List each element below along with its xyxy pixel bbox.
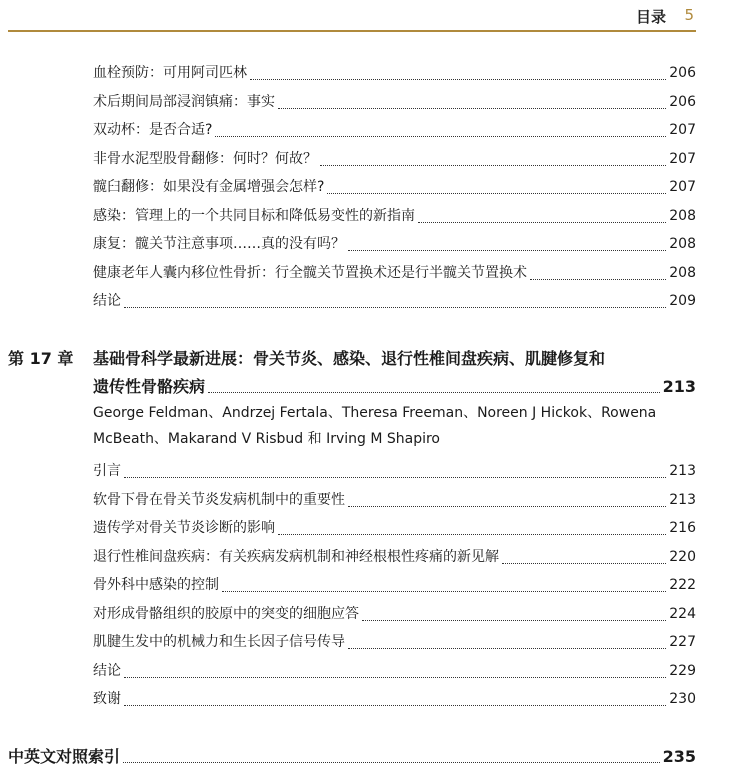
toc-entry[interactable] [93,176,696,198]
chapter-title-line2[interactable] [93,374,696,397]
toc-entry[interactable] [93,574,696,596]
toc-entry-page: 220 [669,549,696,565]
toc-entry-page: 227 [669,634,696,650]
chapter-page: 213 [662,377,696,396]
leader-dots [418,222,666,223]
toc-entry-page: 207 [669,122,696,138]
toc-entry-title: 结论 [93,293,121,309]
toc-entry-page: 206 [669,65,696,81]
leader-dots [215,136,666,137]
chapter-number: 第 17 章 [8,349,74,368]
toc-entry-title: 软骨下骨在骨关节炎发病机制中的重要性 [93,492,345,508]
index-entry[interactable] [8,744,696,767]
toc-entry-page: 230 [669,691,696,707]
chapter-title-text: 遗传性骨骼疾病 [93,377,206,396]
leader-dots [327,193,666,194]
index-entry-title: 中英文对照索引 [8,747,121,766]
toc-entry-page: 229 [669,663,696,679]
toc-entry[interactable] [93,631,696,653]
toc-entry[interactable] [93,62,696,84]
toc-entry-title: 骨外科中感染的控制 [93,577,219,593]
toc-entry-title: 术后期间局部浸润镇痛：事实 [93,94,275,110]
toc-entry-page: 207 [669,151,696,167]
leader-dots [222,591,666,592]
toc-entry[interactable] [93,688,696,710]
toc-entry-title: 非骨水泥型股骨翻修：何时？何故？ [93,151,317,167]
toc-entry[interactable] [93,660,696,682]
leader-dots [348,648,666,649]
toc-entry-page: 209 [669,293,696,309]
leader-dots [362,620,666,621]
toc-entry-title: 结论 [93,663,121,679]
toc-entry[interactable] [93,233,696,255]
leader-dots [502,563,666,564]
toc-entry[interactable] [93,489,696,511]
header-title: 目录 [635,8,666,26]
leader-dots [278,108,666,109]
leader-dots [123,762,660,763]
toc-entry-title: 血栓预防：可用阿司匹林 [93,65,247,81]
toc-entry-page: 208 [669,265,696,281]
leader-dots [320,165,666,166]
toc-entry-page: 207 [669,179,696,195]
leader-dots [530,279,666,280]
toc-entry-page: 222 [669,577,696,593]
toc-entry[interactable] [93,91,696,113]
toc-entry-title: 双动杯：是否合适? [93,122,213,138]
toc-entry[interactable] [93,148,696,170]
toc-entry[interactable] [93,119,696,141]
toc-entry[interactable] [93,205,696,227]
toc-entry-title: 退行性椎间盘疾病：有关疾病发病机制和神经根根性疼痛的新见解 [93,549,499,565]
toc-entry-page: 208 [669,236,696,252]
toc-entry-page: 206 [669,94,696,110]
toc-entry[interactable] [93,603,696,625]
leader-dots [124,705,666,706]
toc-entry-title: 健康老年人囊内移位性骨折：行全髋关节置换术还是行半髋关节置换术 [93,265,527,281]
leader-dots [124,477,666,478]
chapter-authors: George Feldman、Andrzej Fertala、Theresa Freeman、Noreen J Hickok、Rowena McBeath、Makarand V Risbud 和 Irving M Shapiro [93,405,657,447]
toc-entry-title: 对形成骨骼组织的胶原中的突变的细胞应答 [93,606,359,622]
index-entry-page: 235 [662,747,696,766]
toc-entry-page: 213 [669,463,696,479]
toc-entry-title: 髋臼翻修：如果没有金属增强会怎样? [93,179,325,195]
toc-entry[interactable] [93,517,696,539]
toc-entry-title: 遗传学对骨关节炎诊断的影响 [93,520,275,536]
toc-entry[interactable] [93,546,696,568]
toc-entry-page: 208 [669,208,696,224]
toc-entry[interactable] [93,460,696,482]
toc-entry-title: 致谢 [93,691,121,707]
toc-entry-page: 216 [669,520,696,536]
leader-dots [250,79,666,80]
toc-entry-page: 213 [669,492,696,508]
leader-dots [124,307,666,308]
toc-entry[interactable] [93,290,696,312]
leader-dots [348,250,666,251]
header-page-number: 5 [684,6,694,24]
leader-dots [348,506,666,507]
toc-entry-title: 康复：髋关节注意事项……真的没有吗？ [93,236,345,252]
chapter-title-line1[interactable]: 基础骨科学最新进展：骨关节炎、感染、退行性椎间盘疾病、肌腱修复和 [93,349,606,368]
leader-dots [208,392,660,393]
page-header [8,0,696,32]
toc-entry-page: 224 [669,606,696,622]
toc-entry[interactable] [93,262,696,284]
toc-entry-title: 肌腱生发中的机械力和生长因子信号传导 [93,634,345,650]
toc-entry-title: 感染：管理上的一个共同目标和降低易变性的新指南 [93,208,415,224]
leader-dots [278,534,666,535]
leader-dots [124,677,666,678]
toc-entry-title: 引言 [93,463,121,479]
